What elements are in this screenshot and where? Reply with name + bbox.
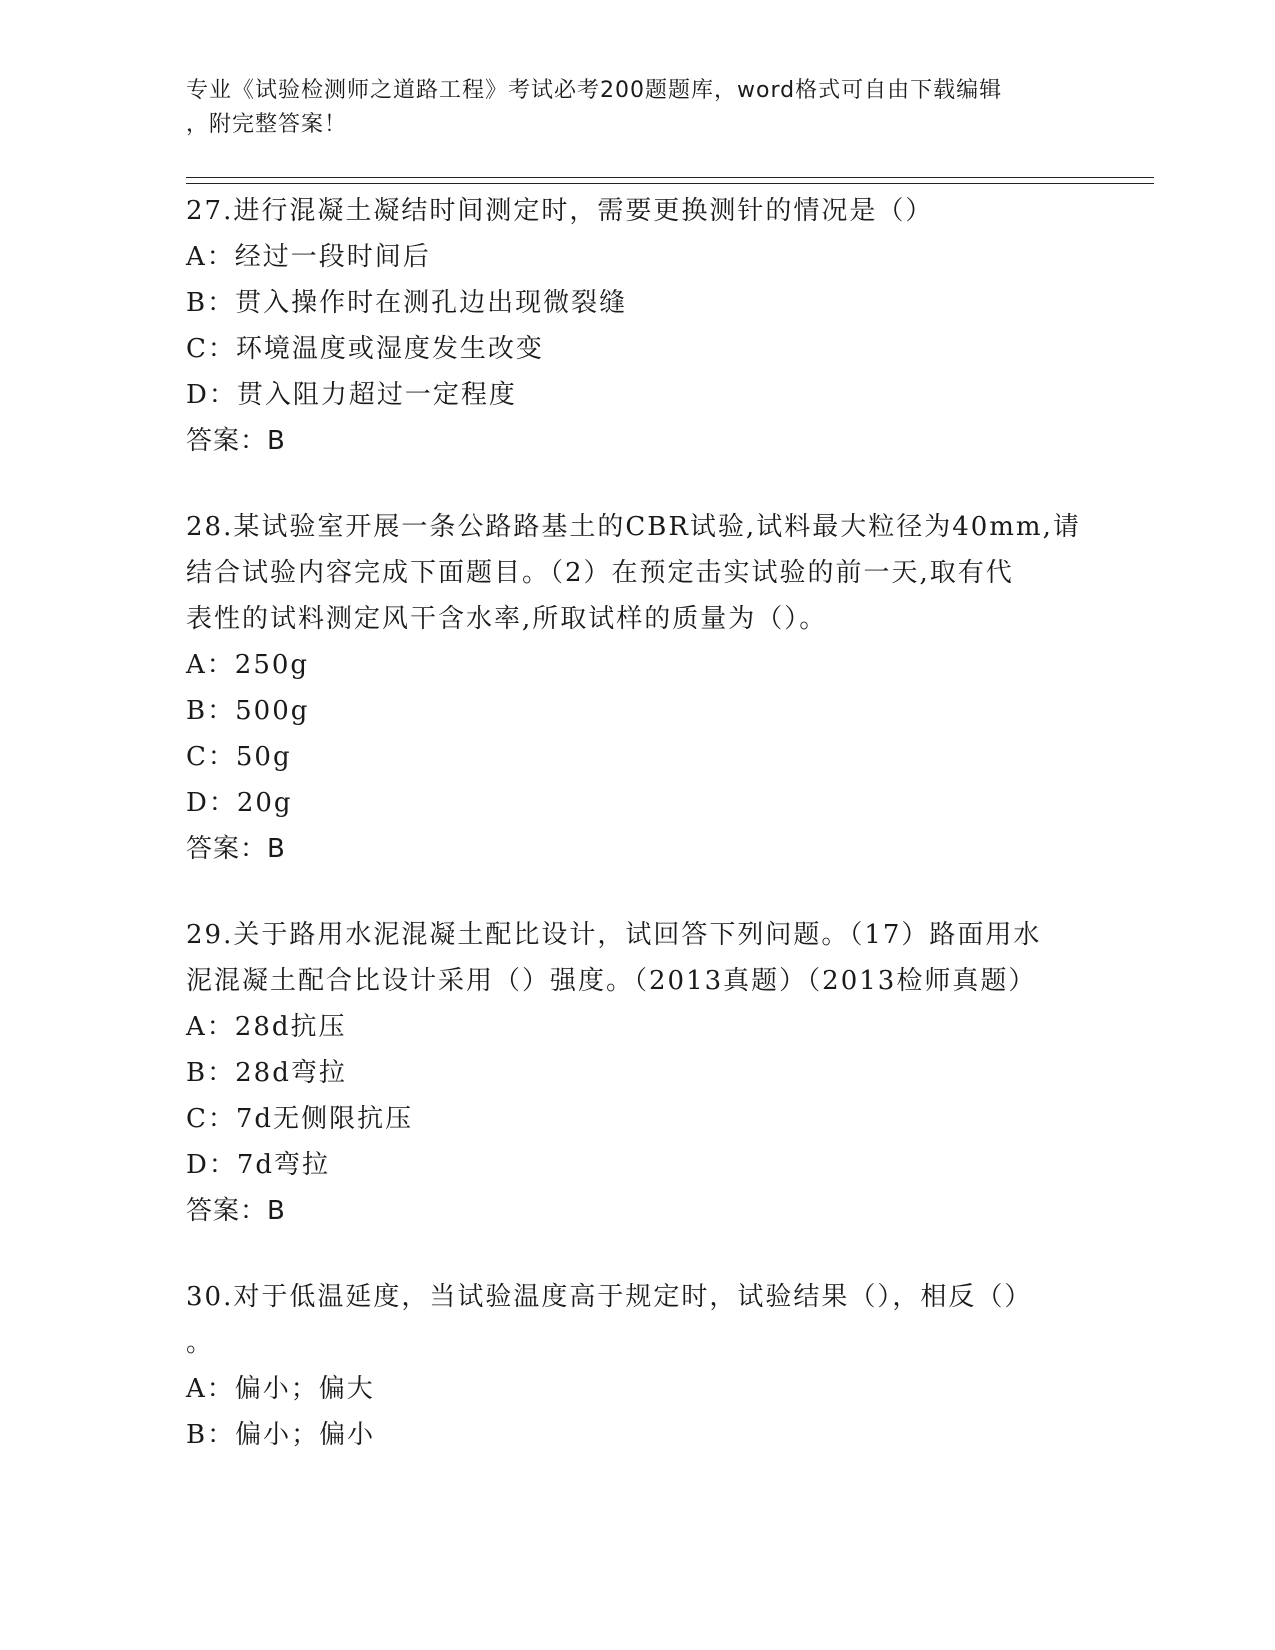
option-b: B：贯入操作时在测孔边出现微裂缝	[186, 288, 628, 318]
question-text: 27.进行混凝土凝结时间测定时，需要更换测针的情况是（）	[186, 196, 934, 226]
header-divider-bottom	[186, 183, 1154, 184]
option-c: C：50g	[186, 742, 292, 772]
option-a: A：250g	[186, 650, 310, 680]
question-text: 泥混凝土配合比设计采用（）强度。（2013真题）（2013检师真题）	[186, 966, 1037, 996]
answer-line: 答案：B	[186, 1196, 286, 1226]
header-title-line-2: ，附完整答案！	[186, 112, 348, 137]
option-a: A：经过一段时间后	[186, 242, 431, 272]
answer-line: 答案：B	[186, 426, 286, 456]
document-header	[186, 74, 1086, 142]
question-text: 表性的试料测定风干含水率,所取试样的质量为（）。	[186, 604, 828, 634]
question-text: 30.对于低温延度，当试验温度高于规定时，试验结果（），相反（）	[186, 1282, 1033, 1312]
option-b: B：28d弯拉	[186, 1058, 347, 1088]
answer-line: 答案：B	[186, 834, 286, 864]
option-d: D：20g	[186, 788, 293, 818]
option-d: D：贯入阻力超过一定程度	[186, 380, 517, 410]
option-c: C：环境温度或湿度发生改变	[186, 334, 544, 364]
question-30	[186, 1274, 1086, 1458]
option-b: B：偏小；偏小	[186, 1420, 376, 1450]
question-29	[186, 912, 1086, 1234]
option-a: A：28d抗压	[186, 1012, 347, 1042]
question-27	[186, 188, 1086, 464]
header-title-line-1: 专业《试验检测师之道路工程》考试必考200题题库，word格式可自由下载编辑	[186, 78, 1003, 103]
option-b: B：500g	[186, 696, 310, 726]
question-text: 结合试验内容完成下面题目。（2）在预定击实试验的前一天,取有代	[186, 558, 1014, 588]
option-d: D：7d弯拉	[186, 1150, 331, 1180]
question-28	[186, 504, 1086, 872]
option-a: A：偏小；偏大	[186, 1374, 375, 1404]
option-c: C：7d无侧限抗压	[186, 1104, 414, 1134]
question-list	[186, 188, 1086, 1458]
question-text: 29.关于路用水泥混凝土配比设计，试回答下列问题。（17）路面用水	[186, 920, 1042, 950]
question-text: 。	[186, 1328, 215, 1358]
question-text: 28.某试验室开展一条公路路基土的CBR试验,试料最大粒径为40mm,请	[186, 512, 1081, 542]
header-divider-top	[186, 177, 1154, 178]
